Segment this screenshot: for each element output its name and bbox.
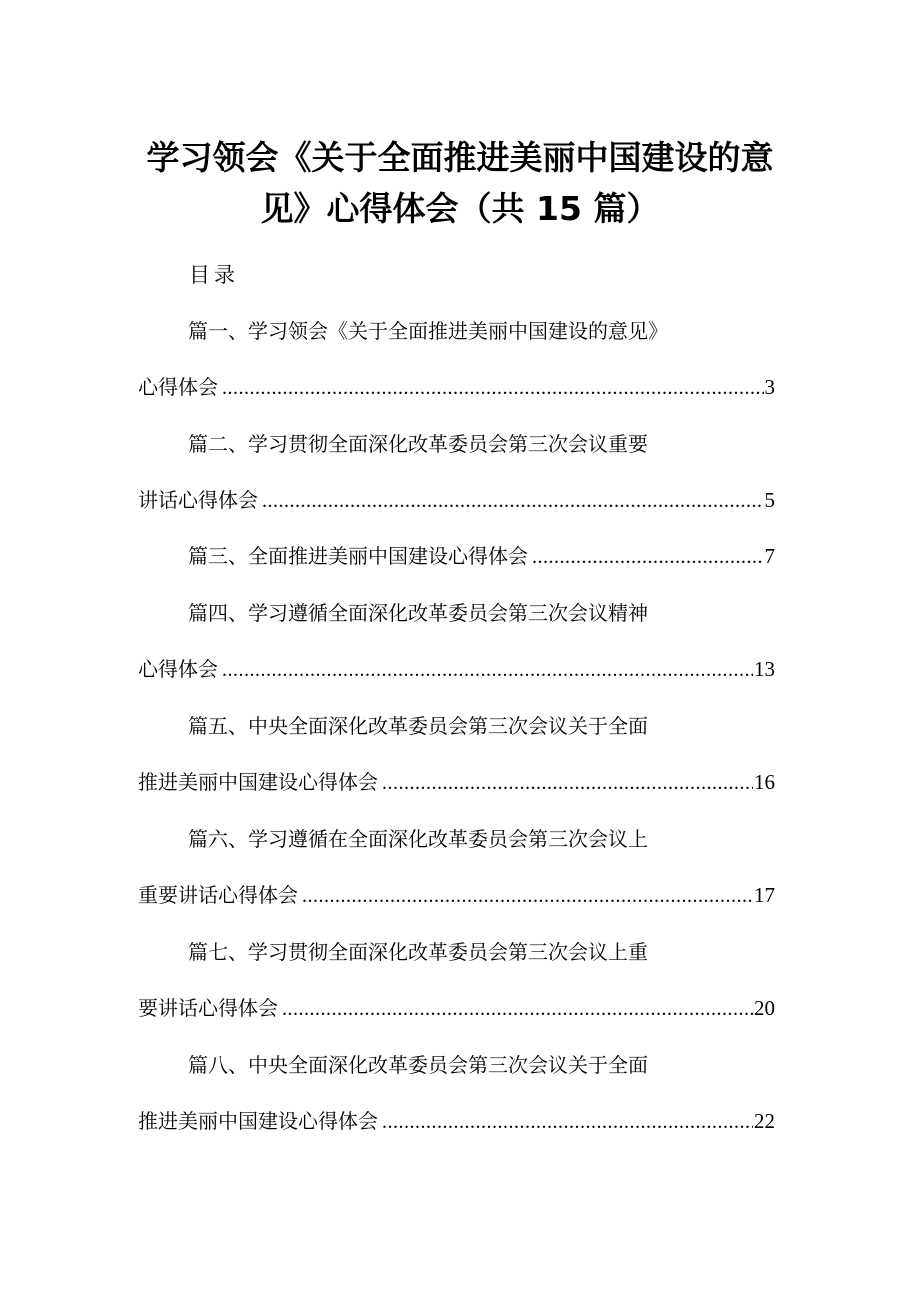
toc-dot-leader [382,1107,753,1137]
document-title-line-2: 见》心得体会（共 15 篇） [260,189,660,228]
toc-entry-2-line-2[interactable] [138,485,775,516]
toc-entry-8-line-1[interactable]: 篇八、中央全面深化改革委员会第三次会议关于全面 [188,1053,648,1077]
toc-entry-4-page: 13 [754,657,775,681]
toc-entry-7-line-2[interactable] [138,993,775,1024]
toc-entry-7-text: 要讲话心得体会 [138,996,278,1020]
toc-entry-8-text: 推进美丽中国建设心得体会 [138,1109,378,1133]
toc-entry-6-line-2[interactable] [138,880,775,911]
toc-dot-leader [262,486,764,516]
toc-dot-leader [532,542,764,572]
toc-entry-4-line-2[interactable] [138,654,775,685]
toc-entry-8-page: 22 [754,1109,775,1133]
toc-dot-leader [222,373,764,403]
document-title-line-1: 学习领会《关于全面推进美丽中国建设的意 [146,138,774,177]
toc-entry-6-page: 17 [754,883,775,907]
toc-entry-5-text: 推进美丽中国建设心得体会 [138,770,378,794]
toc-entry-1-line-2[interactable] [138,372,775,403]
toc-entry-5-line-2[interactable] [138,767,775,798]
toc-entry-1-text: 心得体会 [138,375,218,399]
toc-entry-4-line-1[interactable]: 篇四、学习遵循全面深化改革委员会第三次会议精神 [188,601,648,625]
toc-entry-7-line-1[interactable]: 篇七、学习贯彻全面深化改革委员会第三次会议上重 [188,940,648,964]
toc-entry-5-page: 16 [754,770,775,794]
toc-entry-4-text: 心得体会 [138,657,218,681]
toc-entry-2-page: 5 [764,488,775,512]
toc-heading: 目录 [189,263,239,287]
toc-entry-5-line-1[interactable]: 篇五、中央全面深化改革委员会第三次会议关于全面 [188,714,648,738]
toc-dot-leader [382,768,753,798]
toc-entry-6-line-1[interactable]: 篇六、学习遵循在全面深化改革委员会第三次会议上 [188,827,648,851]
toc-entry-3-text: 篇三、全面推进美丽中国建设心得体会 [188,544,528,568]
toc-entry-1-line-1[interactable]: 篇一、学习领会《关于全面推进美丽中国建设的意见》 [188,319,668,343]
toc-dot-leader [222,655,753,685]
toc-entry-1-page: 3 [764,375,775,399]
toc-entry-3-line-1[interactable] [188,541,775,572]
toc-entry-2-text: 讲话心得体会 [138,488,258,512]
toc-entry-6-text: 重要讲话心得体会 [138,883,298,907]
toc-dot-leader [282,994,753,1024]
toc-entry-2-line-1[interactable]: 篇二、学习贯彻全面深化改革委员会第三次会议重要 [188,432,648,456]
toc-entry-8-line-2[interactable] [138,1106,775,1137]
toc-dot-leader [302,881,753,911]
toc-entry-3-page: 7 [764,544,775,568]
toc-entry-7-page: 20 [754,996,775,1020]
